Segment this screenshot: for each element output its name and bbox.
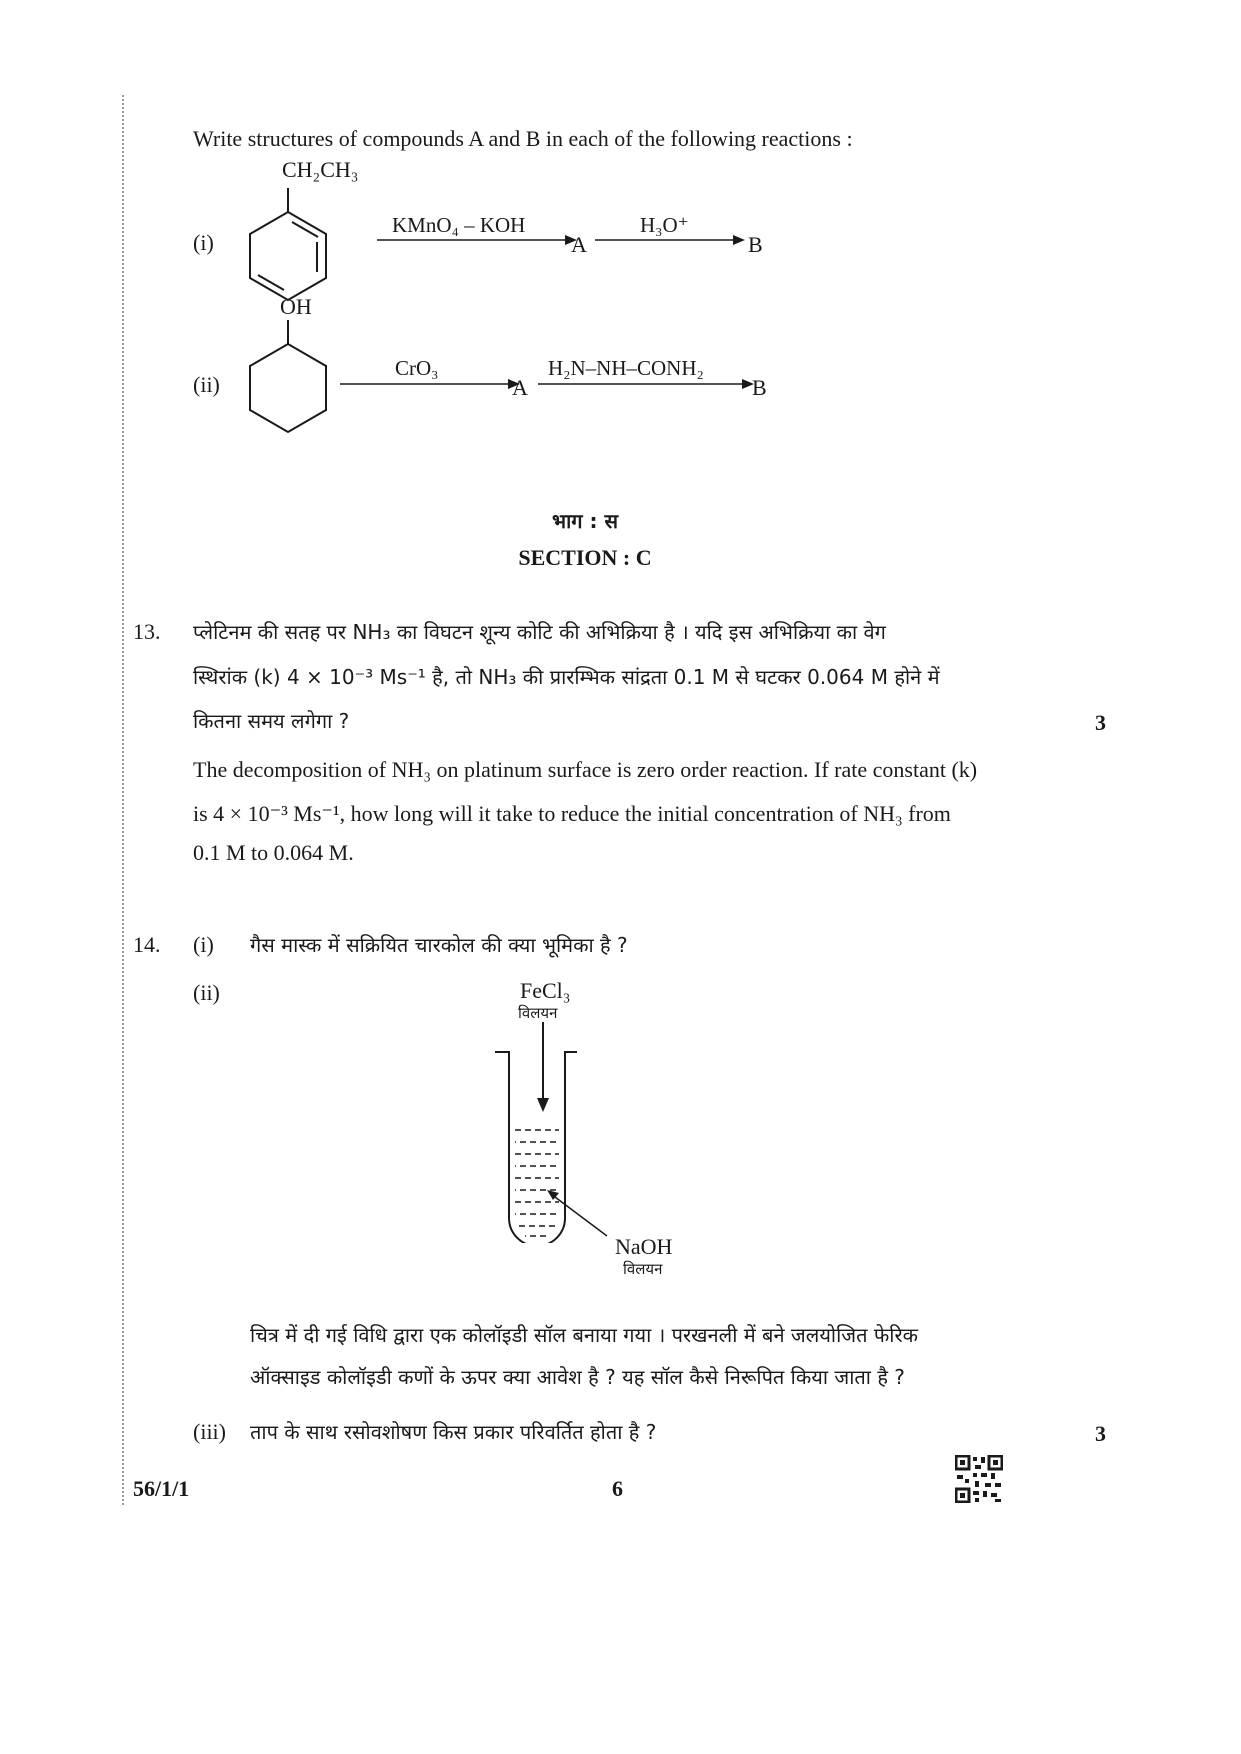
question-14-part-ii-number: (ii)	[193, 980, 220, 1005]
question-13-english-line-3: 0.1 M to 0.064 M.	[193, 840, 354, 865]
reaction-ii-reagent-1: CrO₃	[395, 356, 439, 380]
question-13-english-line-1: The decomposition of NH₃ on platinum surface is zero order reaction. If rate constant (k)	[193, 757, 978, 782]
reaction-i-product-a: A	[571, 232, 587, 257]
question-14-part-ii-text-line-2: ऑक्साइड कोलॉइडी कणों के ऊपर क्या आवेश है ? यह सॉल कैसे निरूपित किया जाता है ?	[250, 1365, 905, 1389]
reaction-i-product-b: B	[748, 232, 763, 257]
question-13-number: 13.	[133, 619, 161, 644]
reaction-i-reagent-2: H₃O⁺	[640, 213, 689, 237]
question-13-hindi-line-1: प्लेटिनम की सतह पर NH₃ का विघटन शून्य कोटि की अभिक्रिया है । यदि इस अभिक्रिया का वेग	[193, 620, 886, 644]
section-heading-english: SECTION : C	[518, 545, 652, 570]
figure-fecl3-solution-label: विलयन	[518, 1004, 558, 1022]
ethyl-substituent-label: CH₂CH₃	[282, 157, 359, 182]
test-tube-diagram	[495, 1018, 645, 1243]
benzene-ring-structure	[240, 180, 340, 310]
question-14-part-iii-number: (iii)	[193, 1419, 226, 1444]
hydroxyl-substituent-label: OH	[280, 294, 312, 319]
binding-margin-line	[122, 95, 124, 1505]
question-14-number: 14.	[133, 932, 161, 957]
reaction-ii-product-b: B	[752, 375, 767, 400]
question-14-part-i-number: (i)	[193, 932, 214, 957]
cyclohexane-ring-structure	[240, 316, 340, 436]
instruction-text: Write structures of compounds A and B in each of the following reactions :	[193, 126, 853, 151]
question-13-hindi-line-2: स्थिरांक (k) 4 × 10⁻³ Ms⁻¹ है, तो NH₃ की प्रारम्भिक सांद्रता 0.1 M से घटकर 0.064 M होने में	[193, 665, 940, 689]
reaction-ii-product-a: A	[512, 375, 528, 400]
question-13-english-line-2: is 4 × 10⁻³ Ms⁻¹, how long will it take to reduce the initial concentration of NH₃ from	[193, 801, 951, 826]
figure-naoh-solution-label: विलयन	[623, 1260, 663, 1278]
question-13-marks: 3	[1095, 710, 1106, 735]
figure-naoh-label: NaOH	[615, 1234, 673, 1259]
question-14-part-i-text: गैस मास्क में सक्रियित चारकोल की क्या भूमिका है ?	[250, 933, 628, 957]
question-14-part-iii-text: ताप के साथ रसोवशोषण किस प्रकार परिवर्तित होता है ?	[250, 1420, 657, 1444]
page-number: 6	[612, 1476, 623, 1501]
section-heading-hindi: भाग : स	[552, 509, 618, 533]
question-13-hindi-line-3: कितना समय लगेगा ?	[193, 709, 350, 733]
reaction-i-reagent-1: KMnO₄ – KOH	[392, 213, 526, 237]
figure-fecl3-label: FeCl₃	[520, 978, 571, 1003]
question-14-marks: 3	[1095, 1421, 1106, 1446]
qr-code-icon	[955, 1455, 1003, 1503]
reaction-i-number: (i)	[193, 230, 214, 255]
reaction-ii-reagent-2: H₂N–NH–CONH₂	[548, 356, 704, 380]
question-14-part-ii-text-line-1: चित्र में दी गई विधि द्वारा एक कोलॉइडी सॉल बनाया गया । परखनली में बने जलयोजित फेरिक	[250, 1323, 919, 1347]
paper-code: 56/1/1	[133, 1476, 190, 1501]
reaction-ii-number: (ii)	[193, 372, 220, 397]
